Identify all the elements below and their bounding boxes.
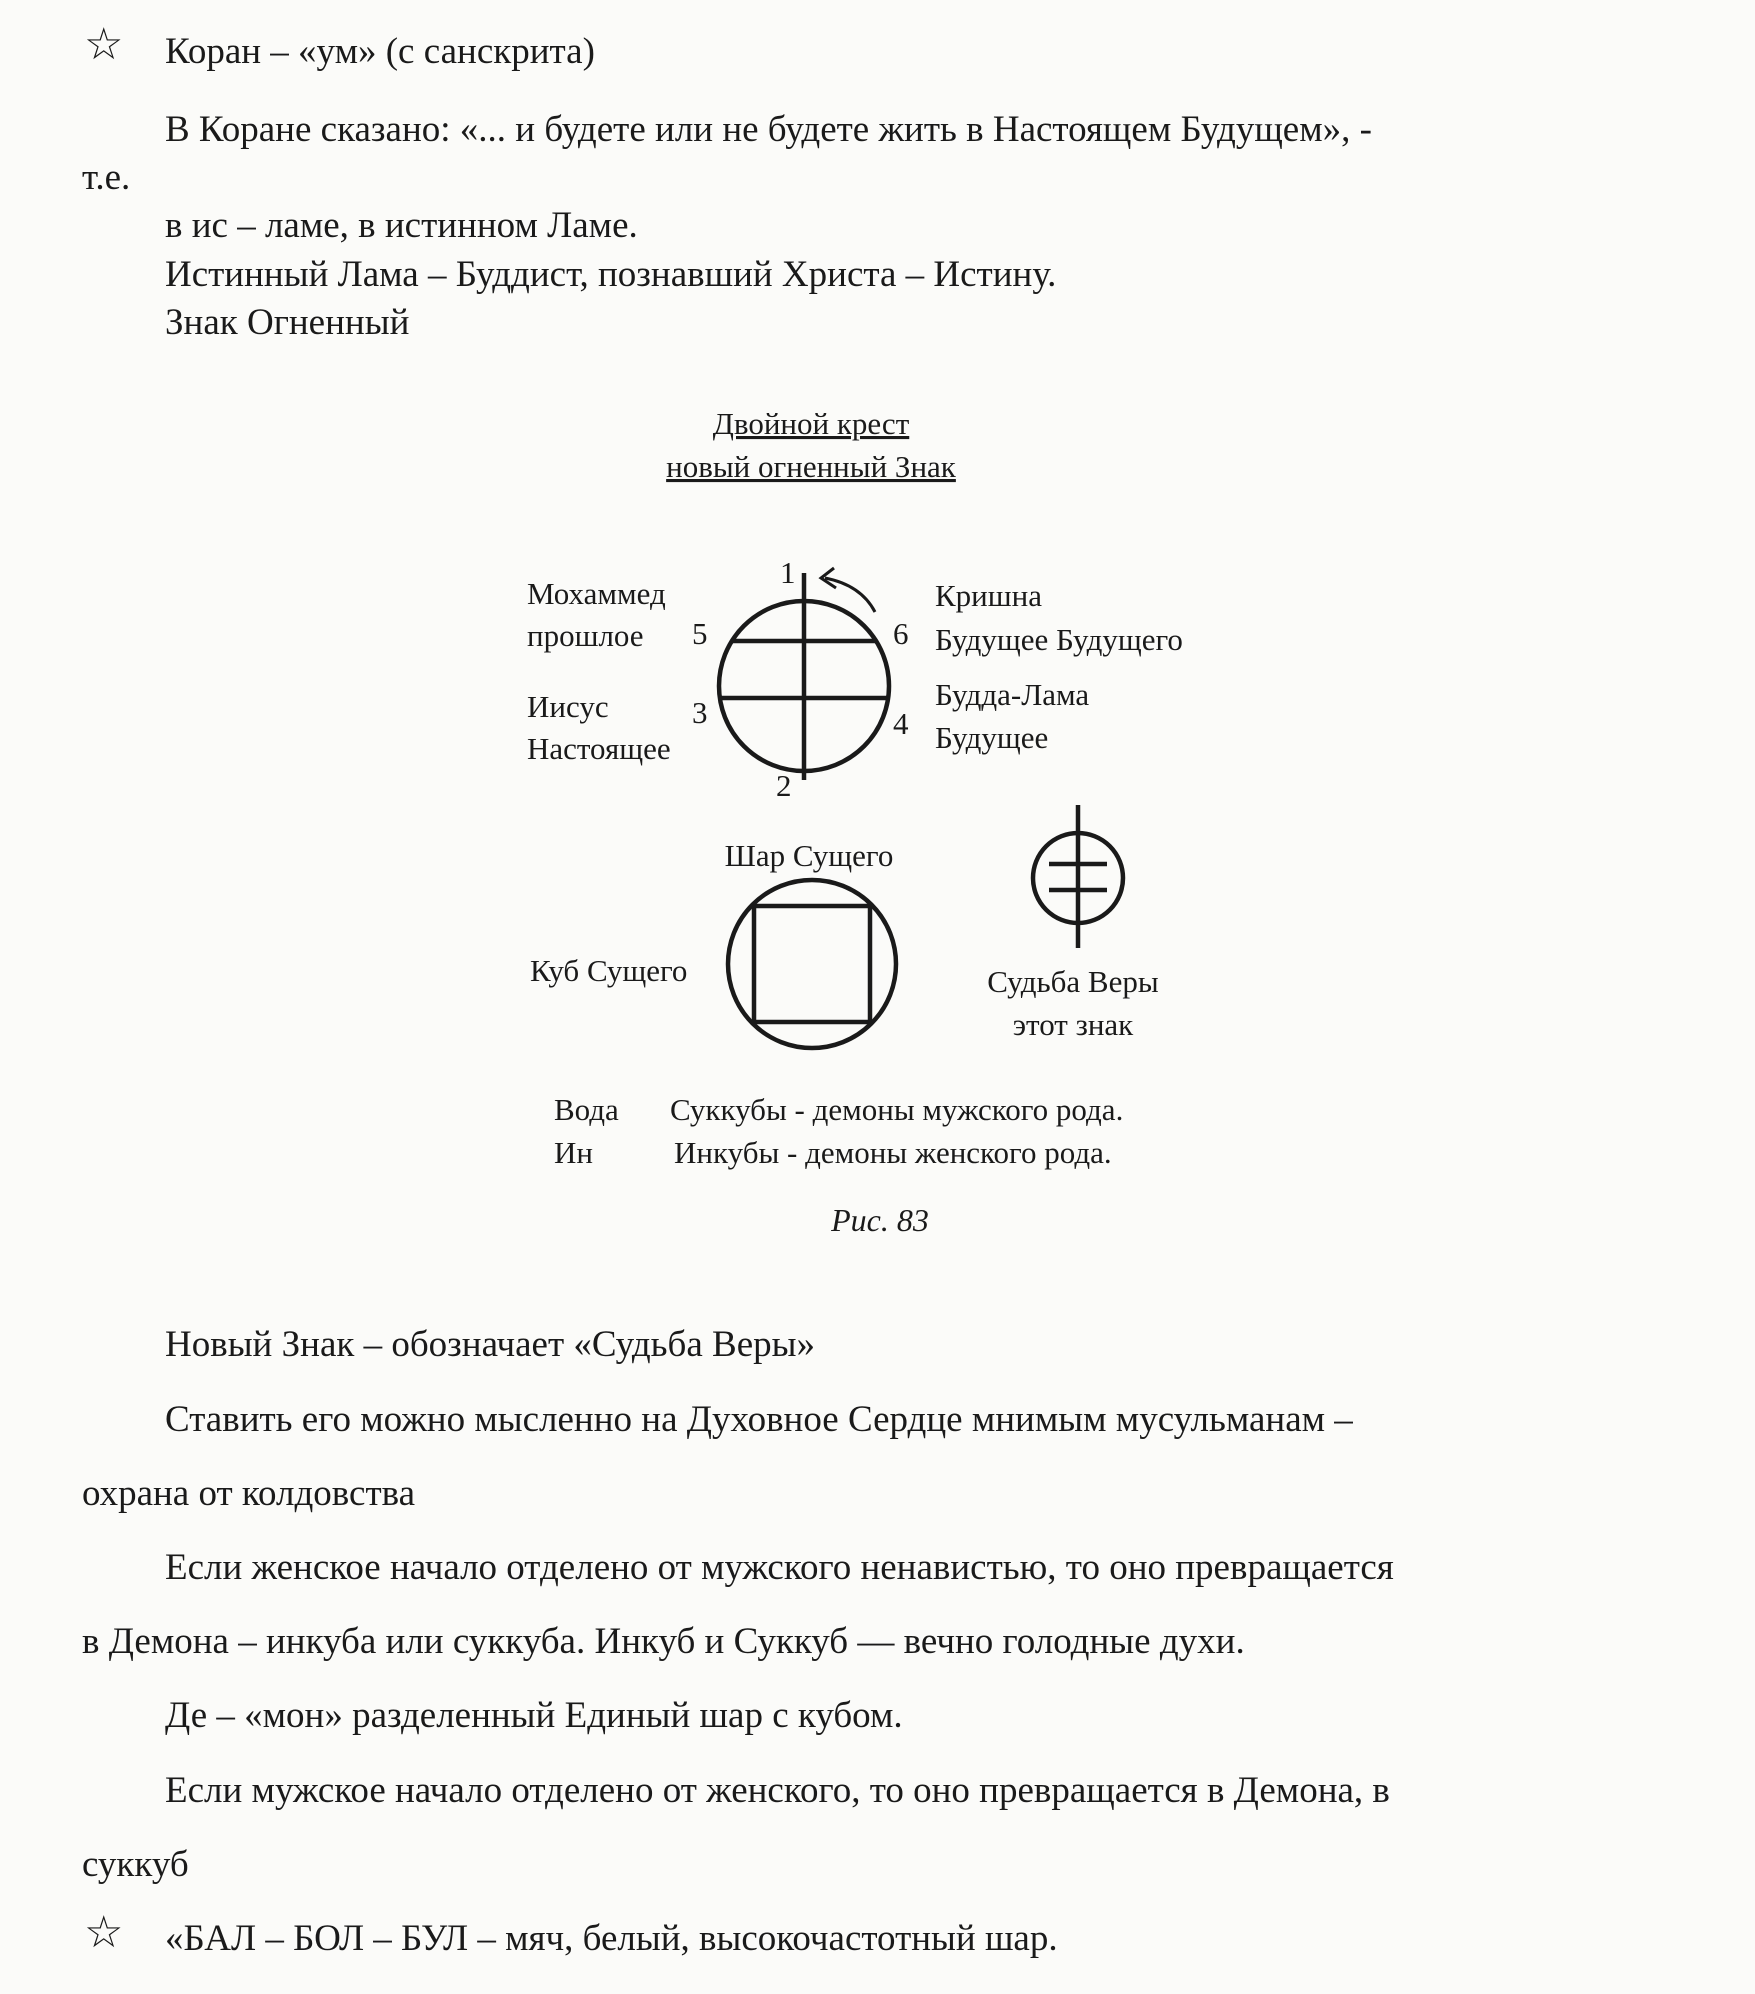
paragraph-line: в ис – ламе, в истинном Ламе. <box>165 205 638 246</box>
label-jesus: Иисус <box>527 689 609 724</box>
legend-key: Вода <box>554 1092 619 1127</box>
label-sphere: Шар Сущего <box>724 838 894 873</box>
paragraph-line: Если женское начало отделено от мужского ненавистью, то оно превращается <box>165 1547 1394 1588</box>
number-label: 4 <box>893 706 909 741</box>
paragraph-line: Новый Знак – обозначает «Судьба Веры» <box>165 1324 815 1365</box>
legend-value: Инкубы - демоны женского рода. <box>674 1135 1112 1170</box>
number-label: 3 <box>692 695 708 730</box>
label-fate-of-faith: Судьба Веры <box>987 964 1159 999</box>
paragraph-line: Знак Огненный <box>165 302 410 343</box>
sphere-cube-symbol <box>728 880 896 1048</box>
star-outline-icon: ☆ <box>84 1907 124 1958</box>
figure-caption: Рис. 83 <box>831 1202 929 1238</box>
label-this-sign: этот знак <box>1012 1007 1134 1042</box>
paragraph-line: Истинный Лама – Буддист, познавший Христа – Истину. <box>165 254 1057 295</box>
paragraph-line: В Коране сказано: «... и будете или не будете жить в Настоящем Будущем», - <box>165 109 1372 150</box>
label-present: Настоящее <box>527 731 671 766</box>
paragraph-line: Де – «мон» разделенный Единый шар с кубом. <box>165 1695 903 1736</box>
fate-of-faith-symbol <box>1033 805 1123 948</box>
label-cube: Куб Сущего <box>530 953 688 988</box>
label-mohammed: Мохаммед <box>527 576 666 611</box>
number-label: 1 <box>780 555 796 590</box>
paragraph-line: суккуб <box>82 1844 189 1885</box>
label-krishna: Кришна <box>935 578 1042 613</box>
legend-key: Ин <box>554 1135 593 1170</box>
figure-title-line: Двойной крест <box>712 406 910 441</box>
label-future: Будущее <box>935 720 1049 755</box>
paragraph-line: т.е. <box>82 157 131 198</box>
paragraph-line: Ставить его можно мысленно на Духовное Сердце мнимым мусульманам – <box>165 1399 1353 1440</box>
figure-title-line: новый огненный Знак <box>666 449 956 484</box>
label-future-of-future: Будущее Будущего <box>935 622 1183 657</box>
number-label: 5 <box>692 616 708 651</box>
paragraph-line: Если мужское начало отделено от женского, то оно превращается в Демона, в <box>165 1770 1390 1811</box>
legend-value: Суккубы - демоны мужского рода. <box>670 1092 1124 1127</box>
heading-koran: Коран – «ум» (с санскрита) <box>165 31 595 72</box>
heading-bal-bol-bul: «БАЛ – БОЛ – БУЛ – мяч, белый, высокочастотный шар. <box>165 1918 1058 1959</box>
double-cross-symbol <box>719 573 889 780</box>
label-buddha-lama: Будда-Лама <box>935 677 1090 712</box>
paragraph-line: охрана от колдовства <box>82 1473 416 1514</box>
label-past: прошлое <box>527 618 644 653</box>
number-label: 2 <box>776 768 792 803</box>
star-outline-icon: ☆ <box>84 19 124 70</box>
paragraph-line: в Демона – инкуба или суккуба. Инкуб и Суккуб — вечно голодные духи. <box>82 1621 1245 1662</box>
number-label: 6 <box>893 616 909 651</box>
